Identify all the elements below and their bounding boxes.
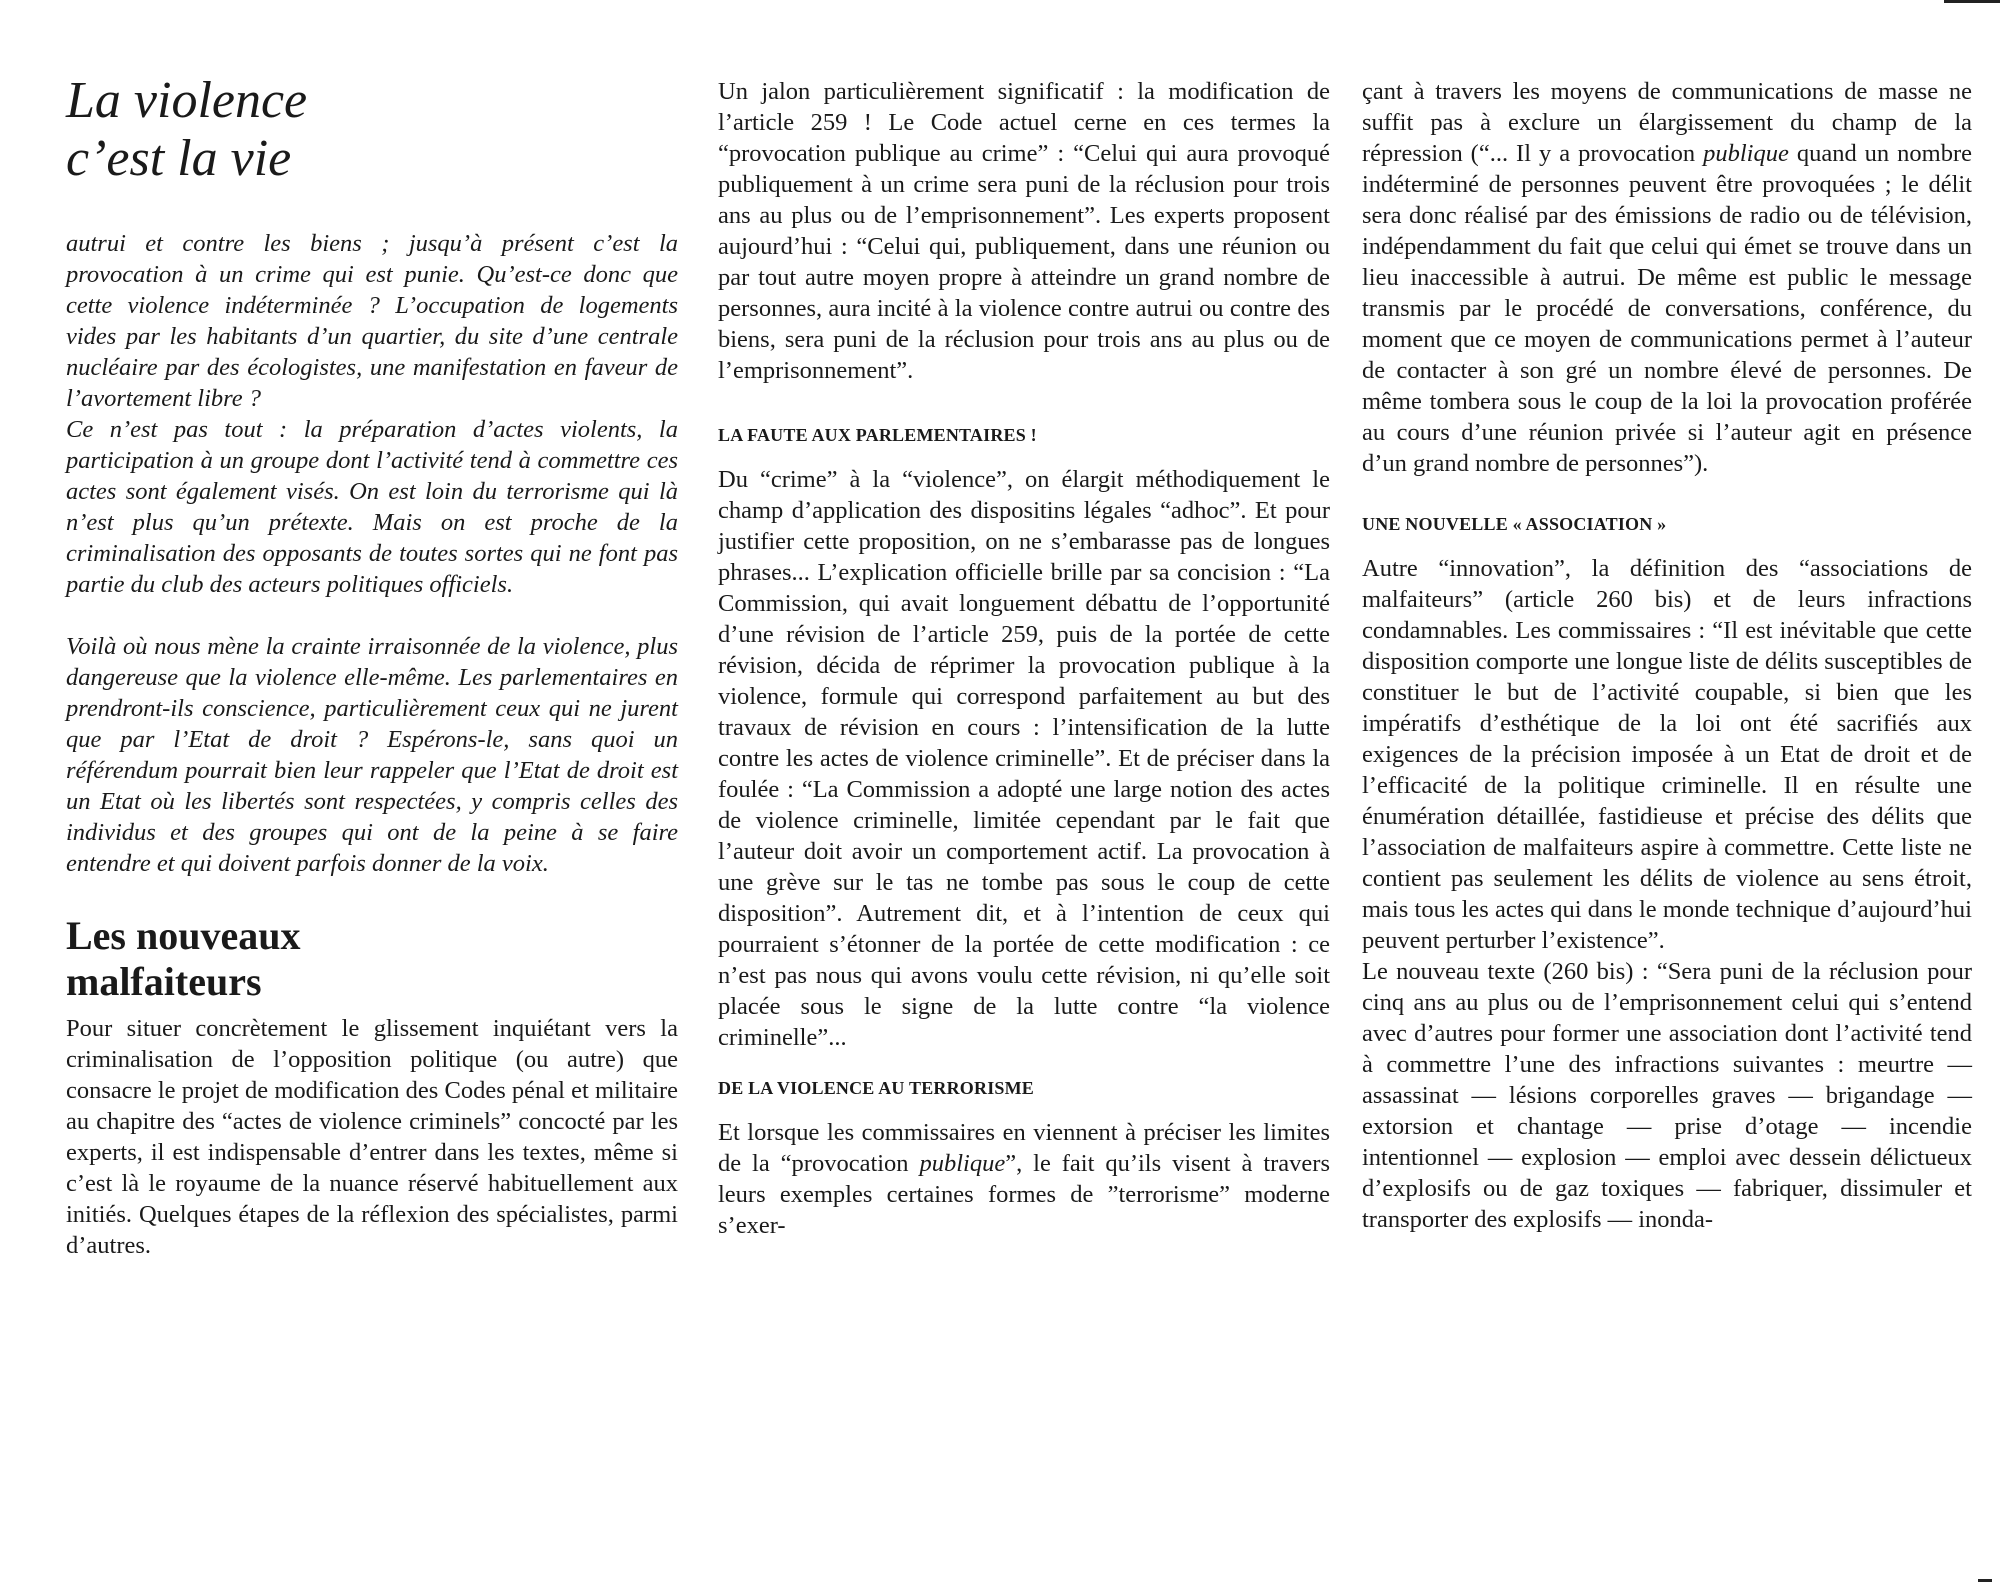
page-edge-mark: [1944, 0, 2000, 3]
italic-paragraph: autrui et contre les biens ; jusqu’à présent c’est la provocation à un crime qui est punie. Qu’est-ce donc que cette violence indéterminée ? L’occupation de logements vides par les habitants d’un quartier, du site d’une centrale nucléaire par des écologistes, une manifestation en faveur de l’avortement libre ?: [66, 230, 678, 412]
subheading: DE LA VIOLENCE AU TERRORISME: [718, 1078, 1035, 1098]
subheading: UNE NOUVELLE « ASSOCIATION »: [1362, 514, 1667, 534]
article-title: La violence c’est la vie: [66, 72, 308, 187]
page-edge-mark: [1978, 1579, 1992, 1582]
body-paragraph: Autre “innovation”, la définition des “associations de malfaiteurs” (article 260 bis) et de leurs infractions condamnables. Les commissaires : “Il est inévitable que cette disposition comporte une longue liste de délits susceptibles de constituer le but de l’activité coupable, si bien que les impératifs d’esthétique de la loi ont été sacrifiés aux exigences de la précision imposée à un Etat de droit et de l’efficacité de la politique criminelle. Il en résulte une énumération détaillée, fastidieuse et précise des délits que l’association de malfaiteurs aspire à commettre. Cette liste ne contient pas seulement les délits de violence au sens étroit, mais tous les actes qui dans le monde technique d’aujourd’hui peuvent perturber l’existence”.: [1362, 555, 1972, 954]
body-paragraph: Et lorsque les commissaires en viennent à préciser les limites de la “provocation publique”, le fait qu’ils visent à travers leurs exemples certaines formes de ”terrorisme” moderne s’exer-: [718, 1119, 1330, 1239]
section-heading: Les nouveaux malfaiteurs: [66, 913, 301, 1004]
body-paragraph: Du “crime” à la “violence”, on élargit méthodiquement le champ d’application des dispositins légales “adhoc”. Et pour justifier cette proposition, on ne s’embarasse pas de longues phrases... L’explication officielle brille par sa concision : “La Commission, qui avait longuement débattu de l’opportunité d’une révision de l’article 259, puis de la portée de cette révision, décida de réprimer la provocation publique à la violence, formule qui correspond parfaitement au but des travaux de révision en cours : l’intensification de la lutte contre les actes de violence criminelle”. Et de préciser dans la foulée : “La Commission a adopté une large notion des actes de violence criminelle, limitée cependant par le fait que l’auteur doit avoir un comportement actif. La provocation à une grève sur le tas ne tombe pas sous le coup de cette disposition”. Autrement dit, et à l’intention de ceux qui pourraient s’étonner de la portée de cette modification : ce n’est pas nous qui avons voulu cette révision, ni qu’elle soit placée sous le signe de la lutte contre “la violence criminelle”...: [718, 466, 1330, 1051]
body-paragraph: Un jalon particulièrement significatif : la modification de l’article 259 ! Le Code actuel cerne en ces termes la “provocation publique au crime” : “Celui qui aura provoqué publiquement à un crime sera puni de la réclusion pour trois ans au plus ou de l’emprisonnement”. Les experts proposent aujourd’hui : “Celui qui, publiquement, dans une réunion ou par tout autre moyen propre à atteindre un grand nombre de personnes, aura incité à la violence contre autrui ou contre des biens, sera puni de la réclusion pour trois ans au plus ou de l’emprisonnement”.: [718, 78, 1330, 384]
italic-paragraph: Ce n’est pas tout : la préparation d’actes violents, la participation à un groupe dont l’activité tend à commettre ces actes sont également visés. On est loin du terrorisme qui là n’est plus qu’un prétexte. Mais on est proche de la criminalisation des opposants de toutes sortes qui ne font pas partie du club des acteurs politiques officiels.: [66, 416, 678, 598]
body-paragraph: Pour situer concrètement le glissement inquiétant vers la criminalisation de l’opposition politique (ou autre) que consacre le projet de modification des Codes pénal et militaire au chapitre des “actes de violence criminels” concocté par les experts, il est indispensable d’entrer dans les textes, même si c’est là le royaume de la nuance réservé habituellement aux initiés. Quelques étapes de la réflexion des spécialistes, parmi d’autres.: [66, 1015, 678, 1259]
column-2: [718, 0, 1330, 1241]
subheading: LA FAUTE AUX PARLEMENTAIRES !: [718, 425, 1037, 445]
column-3: [1362, 0, 1972, 1235]
body-paragraph: Le nouveau texte (260 bis) : “Sera puni de la réclusion pour cinq ans au plus ou de l’emprisonnement celui qui s’entend avec d’autres pour former une association dont l’activité tend à commettre l’une des infractions suivantes : meurtre — assassinat — lésions corporelles graves — brigandage — extorsion et chantage — prise d’otage — incendie intentionnel — explosion — emploi avec dessein délictueux d’explosifs ou de gaz toxiques — fabriquer, dissimuler et transporter des explosifs — inonda-: [1362, 958, 1972, 1233]
body-paragraph: çant à travers les moyens de communications de masse ne suffit pas à exclure un élargissement du champ de la répression (“... Il y a provocation publique quand un nombre indéterminé de personnes peuvent être provoquées ; le délit sera donc réalisé par des émissions de radio ou de télévision, indépendamment du fait que celui qui émet se trouve dans un lieu inaccessible à autrui. De même est public le message transmis par le procédé de conversations, conférence, du moment que ce moyen de communications permet à l’auteur de contacter à son gré un nombre élevé de personnes. De même tombera sous le coup de la loi la provocation proférée au cours d’une réunion privée si l’auteur agit en présence d’un grand nombre de personnes”).: [1362, 78, 1972, 477]
italic-paragraph: Voilà où nous mène la crainte irraisonnée de la violence, plus dangereuse que la violence elle-même. Les parlementaires en prendront-ils conscience, particulièrement ceux qui ne jurent que par l’Etat de droit ? Espérons-le, sans quoi un référendum pourrait bien leur rappeler que l’Etat de droit est un Etat où les libertés sont respectées, y compris celles des individus et des groupes qui ont de la peine à se faire entendre et qui doivent parfois donner de la voix.: [66, 633, 678, 877]
column-1: [66, 0, 678, 1261]
